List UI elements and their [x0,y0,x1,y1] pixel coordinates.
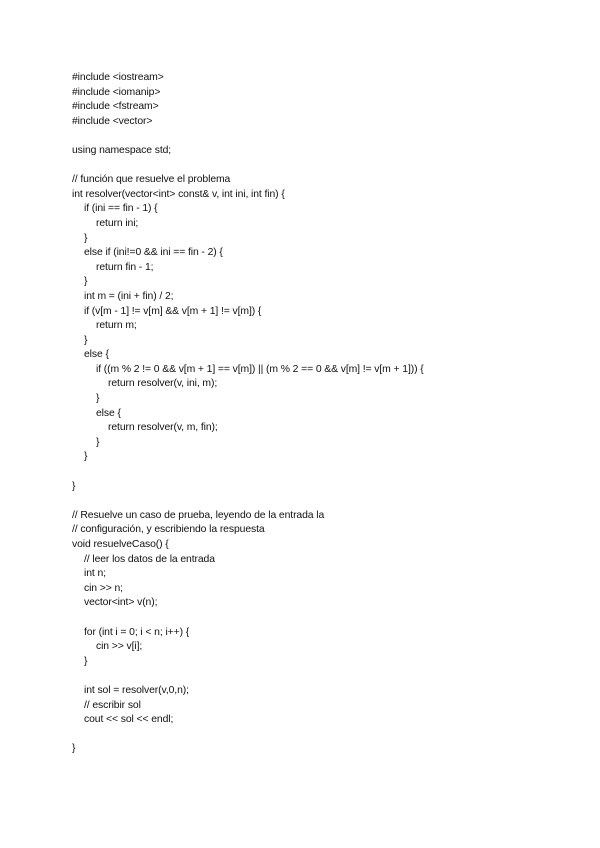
code-line: void resuelveCaso() { [72,539,169,550]
code-line: vector<int> v(n); [84,597,158,609]
code-line: else if (ini!=0 && ini == fin - 2) { [84,247,223,259]
code-line: // configuración, y escribiendo la respuesta [72,524,265,536]
blank-line [72,465,582,480]
code-line: } [84,232,88,244]
code-line: int resolver(vector<int> const& v, int ini, int fin) { [72,188,285,200]
code-line: #include <iomanip> [72,86,161,98]
code-line: cin >> v[i]; [96,641,143,653]
code-line: return resolver(v, ini, m); [108,378,218,390]
code-line: if (ini == fin - 1) { [84,203,158,215]
code-line: if (v[m - 1] != v[m] && v[m + 1] != v[m]) { [84,305,262,317]
code-line: // escribir sol [84,699,141,711]
code-line: } [96,393,100,405]
code-line: // función que resuelve el problema [72,174,231,186]
code-line: using namespace std; [72,144,172,156]
code-line: int m = (ini + fin) / 2; [84,290,174,302]
code-line: int sol = resolver(v,0,n); [84,684,189,696]
code-line: #include <vector> [72,115,153,127]
code-line: for (int i = 0; i < n; i++) { [84,626,190,638]
code-line: // leer los datos de la entrada [84,553,215,565]
blank-line [72,611,582,626]
code-line: cout << sol << endl; [84,714,174,726]
blank-line [72,669,582,684]
blank-line [72,159,582,174]
code-line: return m; [96,320,137,332]
code-line: else { [96,407,121,419]
code-line: return fin - 1; [96,261,154,273]
code-line: } [72,743,76,755]
code-line: } [84,451,88,463]
code-line: } [96,436,100,448]
code-line: else { [84,349,109,361]
code-line: } [84,276,88,288]
blank-line [72,728,582,743]
code-line: int n; [84,568,106,580]
code-line: } [84,334,88,346]
code-line: return ini; [96,217,139,229]
code-line: // Resuelve un caso de prueba, leyendo de la entrada la [72,509,325,521]
code-line: #include <fstream> [72,101,159,113]
blank-line [72,494,582,509]
blank-line [72,129,582,144]
code-line: cin >> n; [84,582,123,594]
code-line: return resolver(v, m, fin); [108,422,218,434]
code-line: if ((m % 2 != 0 && v[m + 1] == v[m]) || (m % 2 == 0 && v[m] != v[m + 1])) { [96,363,424,375]
code-listing [72,71,582,757]
code-line: #include <iostream> [72,72,164,83]
code-line: } [72,480,76,492]
code-line: } [84,655,88,667]
